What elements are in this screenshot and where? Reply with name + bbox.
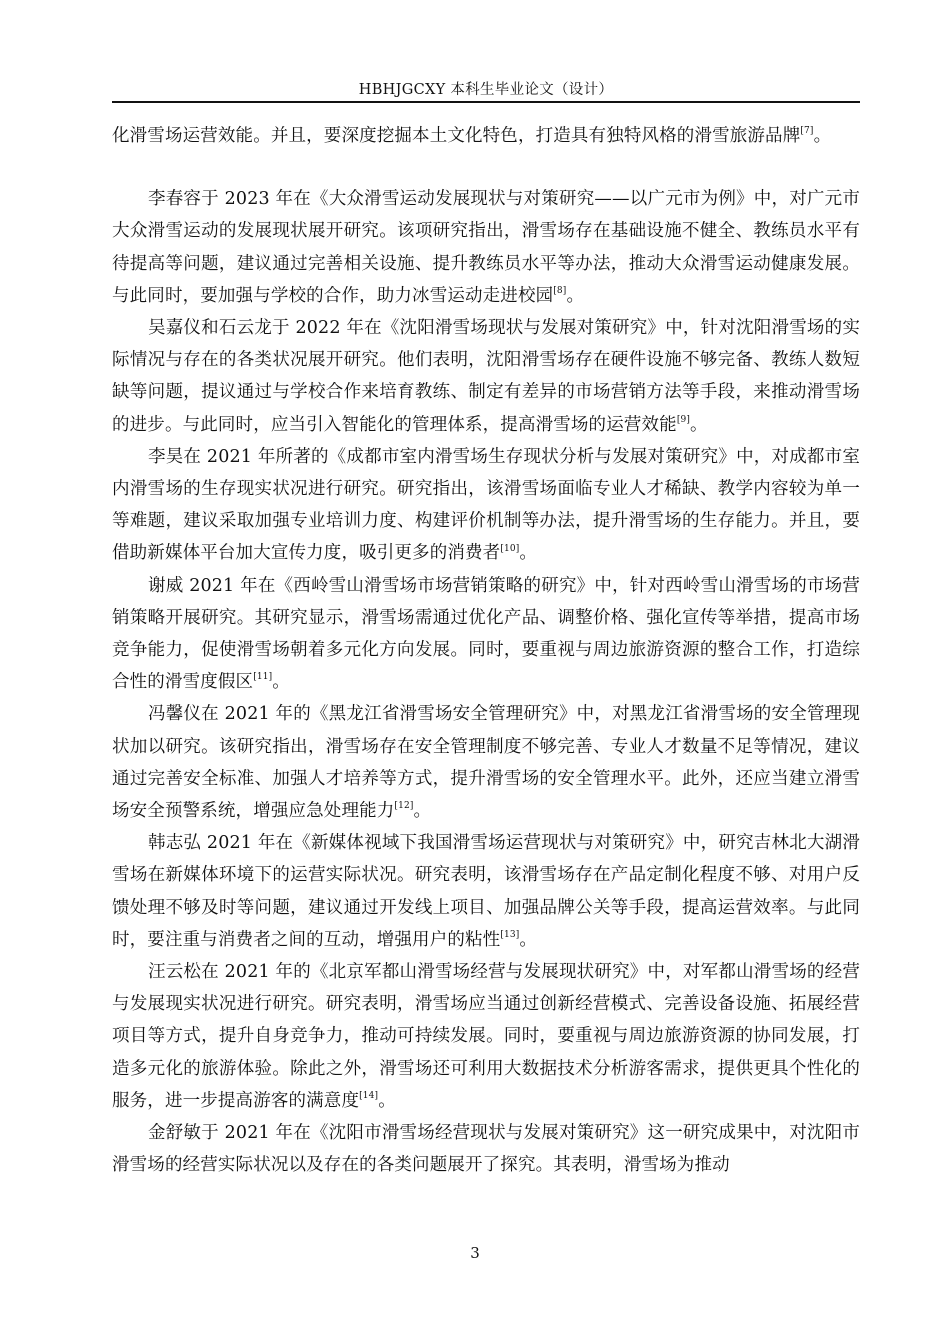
paragraph: 冯馨仪在 2021 年的《黑龙江省滑雪场安全管理研究》中，对黑龙江省滑雪场的安全管理现状加以研究。该研究指出，滑雪场存在安全管理制度不够完善、专业人才数量不足等情况，建议通过完善安全标准、加强人才培养等方式，提升滑雪场的安全管理水平。此外，还应当建立滑雪场安全预警系统，增强应急处理能力[12]。: [112, 704, 860, 822]
citation[interactable]: [11]: [253, 672, 273, 683]
paragraph: 吴嘉仪和石云龙于 2022 年在《沈阳滑雪场现状与发展对策研究》中，针对沈阳滑雪场的实际情况与存在的各类状况展开研究。他们表明，沈阳滑雪场存在硬件设施不够完备、教练人数短缺等问题，提议通过与学校合作来培育教练、制定有差异的市场营销方法等手段，来推动滑雪场的进步。与此同时，应当引入智能化的管理体系，提高滑雪场的运营效能[9]。: [112, 318, 860, 435]
paragraph: 汪云松在 2021 年的《北京军都山滑雪场经营与发展现状研究》中，对军都山滑雪场的经营与发展现实状况进行研究。研究表明，滑雪场应当通过创新经营模式、完善设备设施、拓展经营项目等方式，提升自身竞争力，推动可持续发展。同时，要重视与周边旅游资源的协同发展，打造多元化的旅游体验。除此之外，滑雪场还可利用大数据技术分析游客需求，提供更具个性化的服务，进一步提高游客的满意度[14]。: [112, 962, 860, 1111]
citation[interactable]: [7]: [800, 126, 814, 137]
running-header: HBHJGCXY 本科生毕业论文（设计）: [358, 82, 614, 98]
citation[interactable]: [9]: [676, 414, 691, 425]
citation[interactable]: [12]: [394, 801, 414, 812]
paragraph: 李春容于 2023 年在《大众滑雪运动发展现状与对策研究——以广元市为例》中，对广元市大众滑雪运动的发展现状展开研究。该项研究指出，滑雪场存在基础设施不健全、教练员水平有待提高等问题，建议通过完善相关设施、提升教练员水平等办法，推动大众滑雪运动健康发展。与此同时，要加强与学校的合作，助力冰雪运动走进校园[8]。: [112, 189, 860, 306]
paragraph: 谢威 2021 年在《西岭雪山滑雪场市场营销策略的研究》中，针对西岭雪山滑雪场的市场营销策略开展研究。其研究显示，滑雪场需通过优化产品、调整价格、强化宣传等举措，提高市场竞争能力，促使滑雪场朝着多元化方向发展。同时，要重视与周边旅游资源的整合工作，打造综合性的滑雪度假区[11]。: [112, 575, 860, 693]
citation[interactable]: [13]: [500, 930, 520, 941]
paragraph: 韩志弘 2021 年在《新媒体视域下我国滑雪场运营现状与对策研究》中，研究吉林北大湖滑雪场在新媒体环境下的运营实际状况。研究表明，该滑雪场存在产品定制化程度不够、对用户反馈处理不够及时等问题，建议通过开发线上项目、加强品牌公关等手段，提高运营效率。与此同时，要注重与消费者之间的互动，增强用户的粘性[13]。: [112, 833, 860, 950]
citation[interactable]: [8]: [553, 285, 567, 296]
citation[interactable]: [14]: [359, 1091, 379, 1102]
header-rule: [112, 101, 860, 103]
body-text: [112, 120, 860, 1182]
citation[interactable]: [10]: [500, 543, 520, 554]
paragraph-truncated: 金舒敏于 2021 年在《沈阳市滑雪场经营现状与发展对策研究》这一研究成果中，对沈阳市滑雪场的经营实际状况以及存在的各类问题展开了探究。其表明，滑雪场为推动: [112, 1123, 860, 1176]
page-number: 3: [470, 1244, 480, 1262]
paragraph: 李昊在 2021 年所著的《成都市室内滑雪场生存现状分析与发展对策研究》中，对成都市室内滑雪场的生存现实状况进行研究。研究指出，该滑雪场面临专业人才稀缺、教学内容较为单一等难题，建议采取加强专业培训力度、构建评价机制等办法，提升滑雪场的生存能力。并且，要借助新媒体平台加大宣传力度，吸引更多的消费者[10]。: [112, 446, 860, 564]
paragraph-continued: 化滑雪场运营效能。并且，要深度挖掘本土文化特色，打造具有独特风格的滑雪旅游品牌[7]。: [112, 126, 832, 146]
